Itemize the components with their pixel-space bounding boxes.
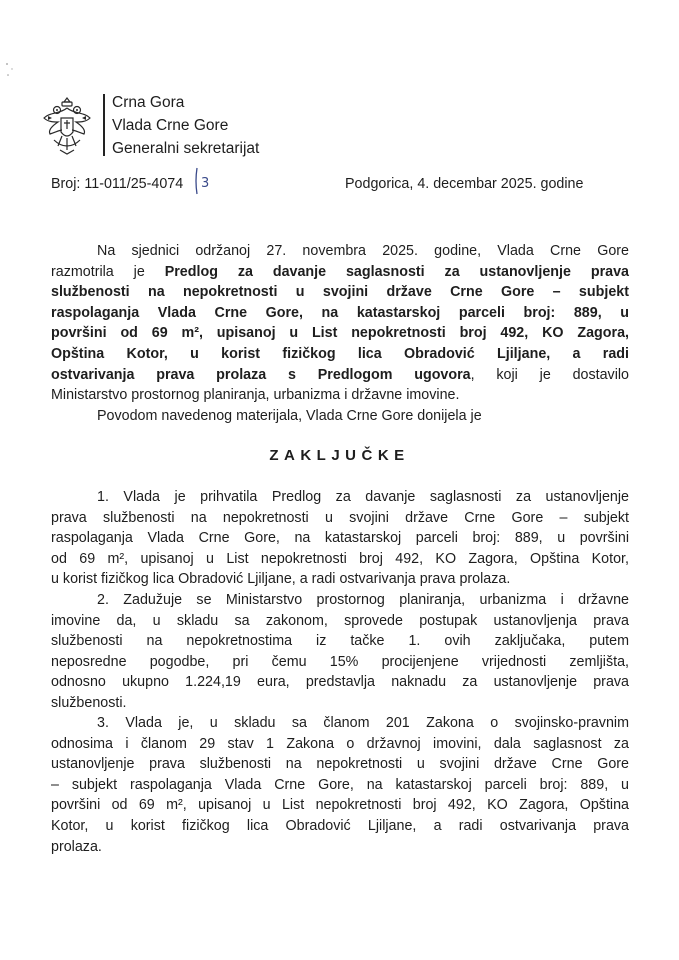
coat-of-arms-icon — [40, 96, 94, 156]
intro-text: , koji je dostavilo — [470, 366, 629, 383]
conclusion-line: Kotor, u korist fizičkog lica Obradović Ljiljane, a radi ostvarivanja prava — [51, 817, 629, 834]
conclusion-line: 3. Vlada je, u skladu sa članom 201 Zakona o svojinsko-pravnim — [97, 715, 629, 731]
conclusion-1 — [51, 487, 629, 590]
header-government: Vlada Crne Gore — [112, 117, 229, 134]
handwritten-suffix: 3 — [201, 176, 210, 191]
intro-paragraph — [51, 241, 629, 426]
conclusion-line: 1. Vlada je prihvatila Predlog za davanje saglasnosti za ustanovljenje — [97, 489, 629, 505]
conclusion-line: imovine da, u skladu sa zakonom, sprovede postupak ustanovljenja prava — [51, 612, 629, 629]
intro-line: službenosti na nepokretnosti u svojini države Crne Gore – subjekt — [51, 284, 629, 301]
conclusion-line: odnosima i članom 29 stav 1 Zakona o državnoj imovini, dala saglasnost za — [51, 735, 629, 752]
section-heading: ZAKLJUČKE — [269, 447, 410, 464]
header-country: Crna Gora — [112, 94, 185, 111]
reference-number: Broj: 11-011/25-4074 — [51, 176, 184, 192]
intro-line: Opština Kotor, u korist fizičkog lica Obradović Ljiljane, a radi — [51, 345, 629, 362]
conclusion-line: neposredne pogodbe, pri čemu 15% procijenjene vrijednosti zemljišta, — [51, 653, 629, 670]
intro-line: površini od 69 m², upisanoj u List nepokretnosti broj 492, KO Zagora, — [51, 325, 629, 342]
conclusion-line: ustanovljenje prava službenosti na nepokretnosti u svojini države Crne Gore — [51, 756, 629, 773]
conclusion-line: prolaza. — [51, 838, 102, 855]
intro-line — [51, 262, 629, 283]
header-divider — [103, 94, 105, 156]
conclusion-3 — [51, 713, 629, 857]
conclusion-line: u korist fizičkog lica Obradović Ljiljane, a radi ostvarivanja prava prolaza. — [51, 571, 511, 588]
conclusion-line: od 69 m², upisanoj u List nepokretnosti broj 492, KO Zagora, Opština Kotor, — [51, 550, 629, 567]
intro-line: Ministarstvo prostornog planiranja, urbanizma i državne imovine. — [51, 387, 460, 404]
scan-artifact-icon — [4, 60, 16, 80]
institution-header — [112, 91, 259, 160]
handwritten-mark-icon — [194, 166, 210, 196]
conclusion-line: prava službenosti na nepokretnosti u svojini države Crne Gore – subjekt — [51, 509, 629, 526]
conclusion-line: – subjekt raspolaganja Vlada Crne Gore, na katastarskoj parceli broj: 889, u — [51, 776, 629, 793]
intro-line: raspolaganja Vlada Crne Gore, na katastarskoj parceli broj: 889, u — [51, 304, 629, 321]
intro-line: Na sjednici održanoj 27. novembra 2025. godine, Vlada Crne Gore — [97, 243, 629, 259]
place-and-date: Podgorica, 4. decembar 2025. godine — [345, 176, 584, 192]
intro-text: razmotrila je — [51, 263, 165, 280]
header-department: Generalni sekretarijat — [112, 140, 260, 157]
conclusion-line: službenosti na nepokretnostima iz tačke 1. ovih zaključaka, putem — [51, 633, 629, 650]
intro-line — [51, 365, 629, 386]
conclusion-line: površini od 69 m², upisanoj u List nepokretnosti broj 492, KO Zagora, Opština — [51, 797, 629, 814]
conclusion-line: službenosti. — [51, 694, 127, 711]
conclusion-2 — [51, 590, 629, 714]
intro-line: Povodom navedenog materijala, Vlada Crne Gore donijela je — [97, 407, 482, 424]
conclusion-line: odnosno ukupno 1.224,19 eura, predstavlja naknadu za ustanovljenje prava — [51, 674, 629, 691]
conclusion-line: raspolaganja Vlada Crne Gore, na katastarskoj parceli broj: 889, u površini — [51, 530, 629, 547]
conclusion-line: 2. Zadužuje se Ministarstvo prostornog planiranja, urbanizma i državne — [97, 592, 629, 608]
intro-bold-text: Predlog za davanje saglasnosti za ustanovljenje prava — [164, 263, 629, 280]
intro-bold-text: ostvarivanja prava prolaza s Predlogom ugovora — [51, 366, 471, 383]
